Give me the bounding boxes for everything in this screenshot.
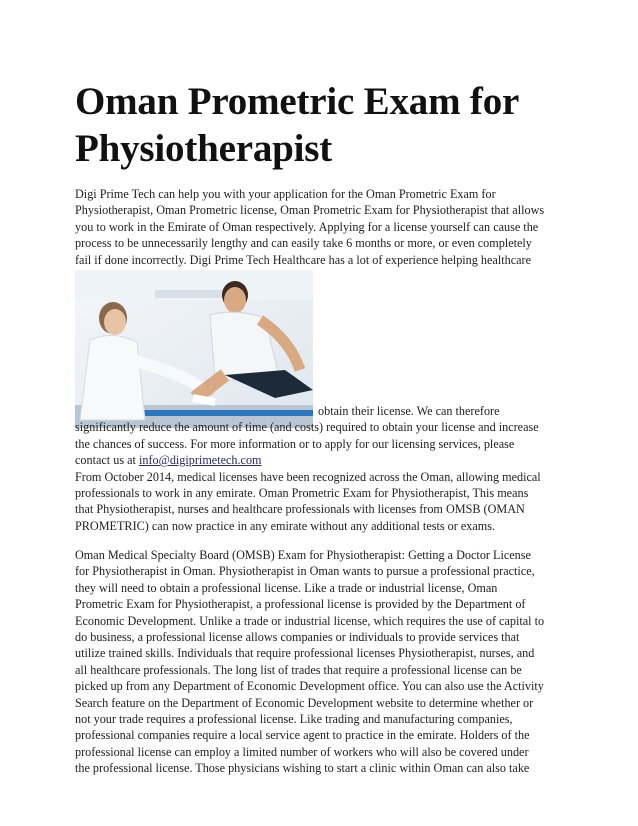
text-line: obtain their license. We can therefore: [318, 404, 500, 418]
title-line-2: Physiotherapist: [75, 127, 333, 170]
text-line: not your trade requires a professional license. Like trading and manufacturing companies,: [75, 711, 513, 726]
email-link[interactable]: info@digiprimetech.com: [138, 453, 262, 468]
text-line: the professional license. Those physicians wishing to start a clinic within Oman can also take: [75, 761, 530, 776]
text-line: they will need to obtain a professional license. Like a trade or industrial license, Oman: [75, 580, 498, 595]
text-line: that Physiotherapist, nurses and healthcare professionals with licenses from OMSB (OMAN: [75, 502, 525, 517]
license-paragraph: [75, 403, 541, 534]
contact-line: [75, 452, 541, 468]
contact-prefix: contact us at: [75, 453, 139, 468]
omsb-paragraph: [75, 547, 544, 776]
text-line: From October 2014, medical licenses have been recognized across the Oman, allowing medical: [75, 469, 541, 484]
text-line: the chances of success. For more information or to apply for our licensing services, please: [75, 436, 515, 451]
text-line: significantly reduce the amount of time (and costs) required to obtain your license and increase: [75, 420, 539, 435]
text-line: PROMETRIC) can now practice in any emirate without any additional tests or exams.: [75, 518, 496, 533]
text-line: for Physiotherapist in Oman. Physiotherapist in Oman wants to pursue a professional practice,: [75, 564, 535, 579]
text-line: do business, a professional license allows companies or individuals to provide services that: [75, 629, 520, 644]
text-line: Digi Prime Tech can help you with your application for the Oman Prometric Exam for: [75, 187, 496, 201]
text-line: you to work in the Emirate of Oman respectively. Applying for a license yourself can cause the: [75, 219, 539, 234]
text-line: all healthcare professionals. The long list of trades that require a professional license can be: [75, 662, 522, 677]
text-line: Prometric Exam for Physiotherapist, a professional license is provided by the Department of: [75, 597, 526, 612]
text-line: Economic Development. Unlike a trade or industrial license, which requires the use of capital to: [75, 613, 545, 628]
text-line: professional license can employ a limited number of workers who will also be covered under: [75, 744, 529, 759]
title-line-1: Oman Prometric Exam for: [75, 80, 520, 123]
page-title: [75, 78, 595, 172]
text-line: professionals to work in any emirate. Oman Prometric Exam for Physiotherapist, This means: [75, 485, 529, 500]
text-line: fail if done incorrectly. Digi Prime Tech Healthcare has a lot of experience helping healthcare: [75, 252, 531, 267]
text-line: Search feature on the Department of Economic Development website to determine whether or: [75, 695, 534, 710]
text-line: professional companies require a local service agent to practice in the emirate. Holders of the: [75, 728, 530, 743]
text-line: Oman Medical Specialty Board (OMSB) Exam for Physiotherapist: Getting a Doctor License: [75, 548, 531, 562]
text-line: picked up from any Department of Economic Development office. You can also use the Activity: [75, 679, 544, 694]
text-line: utilize trained skills. Individuals that require professional licenses Physiotherapist, nurses, and: [75, 646, 535, 661]
text-line: Physiotherapist, Oman Prometric license, Oman Prometric Exam for Physiotherapist that allows: [75, 203, 545, 218]
text-line: process to be unnecessarily lengthy and can easily take 6 months or more, or even completely: [75, 236, 532, 251]
